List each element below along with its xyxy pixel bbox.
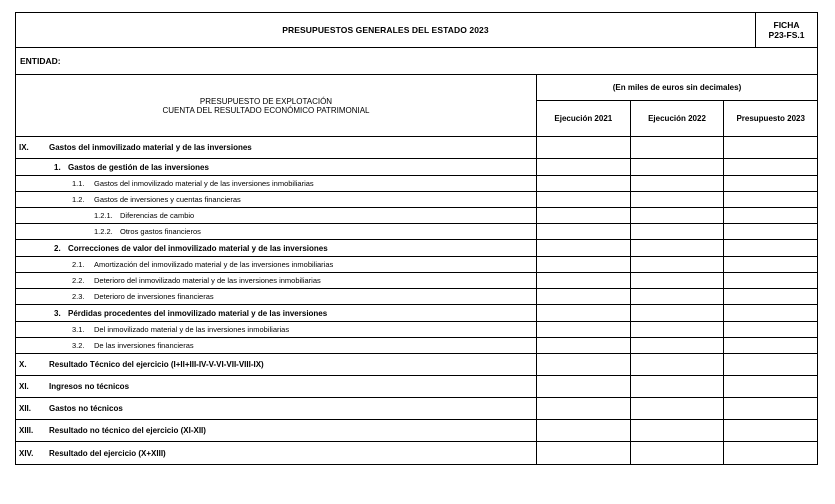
- row-label: Resultado Técnico del ejercicio (I+II+III-IV-V-VI-VII-VIII-IX): [49, 360, 264, 369]
- value-cell[interactable]: [630, 376, 724, 397]
- row-number: XII.: [19, 404, 32, 413]
- row-label: Correcciones de valor del inmovilizado material y de las inversiones: [68, 243, 328, 253]
- table-row: [16, 159, 817, 176]
- table-row: [16, 176, 817, 192]
- table-row: [16, 398, 817, 420]
- table-title: [16, 75, 537, 136]
- value-cell[interactable]: [630, 305, 724, 321]
- value-cell[interactable]: [723, 137, 817, 158]
- amount-columns-header: [537, 75, 817, 136]
- table-row: [16, 240, 817, 257]
- value-cell[interactable]: [537, 159, 630, 175]
- value-cell[interactable]: [723, 420, 817, 441]
- table-title-line2: CUENTA DEL RESULTADO ECONÓMICO PATRIMONIAL: [162, 105, 370, 115]
- value-cell[interactable]: [723, 208, 817, 223]
- column-header-ejecucion-2022: Ejecución 2022: [630, 101, 724, 136]
- row-label: Pérdidas procedentes del inmovilizado material y de las inversiones: [68, 308, 328, 318]
- table-row: [16, 442, 817, 464]
- table-row: [16, 338, 817, 354]
- budget-form: [15, 12, 818, 465]
- value-cell[interactable]: [537, 420, 630, 441]
- value-cell[interactable]: [537, 240, 630, 256]
- units-note: (En miles de euros sin decimales): [537, 75, 817, 101]
- value-cell[interactable]: [723, 289, 817, 304]
- value-cell[interactable]: [630, 159, 724, 175]
- row-number: 2.3.: [72, 292, 85, 301]
- value-cell[interactable]: [630, 338, 724, 353]
- value-cell[interactable]: [723, 322, 817, 337]
- value-cell[interactable]: [537, 224, 630, 239]
- column-headers: [537, 101, 817, 136]
- row-label: Diferencias de cambio: [120, 211, 195, 220]
- row-number: 3.2.: [72, 341, 85, 350]
- value-cell[interactable]: [537, 192, 630, 207]
- table-row: [16, 208, 817, 224]
- value-cell[interactable]: [630, 137, 724, 158]
- value-cell[interactable]: [630, 289, 724, 304]
- value-cell[interactable]: [723, 376, 817, 397]
- table-row: [16, 305, 817, 322]
- row-number: 1.2.1.: [94, 211, 113, 220]
- table-row: [16, 137, 817, 159]
- value-cell[interactable]: [537, 176, 630, 191]
- row-label: Gastos de gestión de las inversiones: [68, 162, 209, 172]
- row-number: 2.: [54, 243, 61, 253]
- row-label: Resultado del ejercicio (X+XIII): [49, 448, 166, 458]
- value-cell[interactable]: [537, 257, 630, 272]
- row-label: Gastos de inversiones y cuentas financieras: [94, 195, 241, 204]
- value-cell[interactable]: [723, 442, 817, 464]
- row-label: Gastos del inmovilizado material y de las inversiones inmobiliarias: [94, 179, 314, 188]
- value-cell[interactable]: [630, 224, 724, 239]
- value-cell[interactable]: [630, 398, 724, 419]
- table-row: [16, 192, 817, 208]
- value-cell[interactable]: [630, 176, 724, 191]
- table-header: [16, 75, 817, 137]
- entidad-field: [16, 48, 817, 75]
- row-number: 3.1.: [72, 325, 85, 334]
- table-row: [16, 273, 817, 289]
- value-cell[interactable]: [723, 224, 817, 239]
- row-number: XIII.: [19, 426, 34, 435]
- row-number: 1.2.: [72, 195, 85, 204]
- table-row: [16, 376, 817, 398]
- row-number: X.: [19, 360, 27, 369]
- value-cell[interactable]: [723, 305, 817, 321]
- value-cell[interactable]: [537, 338, 630, 353]
- column-header-ejecucion-2021: Ejecución 2021: [554, 114, 613, 123]
- table-body: [16, 137, 817, 464]
- column-header-presupuesto-2023: Presupuesto 2023: [723, 101, 817, 136]
- row-label: Amortización del inmovilizado material y de las inversiones inmobiliarias: [94, 260, 334, 269]
- row-label: Gastos del inmovilizado material y de las inversiones: [49, 143, 252, 152]
- value-cell[interactable]: [723, 192, 817, 207]
- value-cell[interactable]: [537, 273, 630, 288]
- row-number: 3.: [54, 308, 61, 318]
- value-cell[interactable]: [537, 442, 630, 464]
- value-cell[interactable]: [537, 305, 630, 321]
- value-cell[interactable]: [630, 442, 724, 464]
- value-cell[interactable]: [723, 159, 817, 175]
- form-title: PRESUPUESTOS GENERALES DEL ESTADO 2023: [282, 25, 489, 35]
- value-cell[interactable]: [723, 240, 817, 256]
- value-cell[interactable]: [537, 354, 630, 375]
- entidad-label: ENTIDAD:: [20, 56, 61, 66]
- row-number: 2.2.: [72, 276, 85, 285]
- value-cell[interactable]: [537, 137, 630, 158]
- row-label: Deterioro del inmovilizado material y de las inversiones inmobiliarias: [94, 276, 321, 285]
- table-title-line1: PRESUPUESTO DE EXPLOTACIÓN: [199, 96, 333, 106]
- value-cell[interactable]: [537, 208, 630, 223]
- row-number: XI.: [19, 382, 29, 391]
- value-cell[interactable]: [630, 354, 724, 375]
- row-label: Del inmovilizado material y de las inversiones inmobiliarias: [94, 325, 290, 334]
- value-cell[interactable]: [630, 273, 724, 288]
- value-cell[interactable]: [537, 398, 630, 419]
- value-cell[interactable]: [723, 354, 817, 375]
- value-cell[interactable]: [723, 338, 817, 353]
- value-cell[interactable]: [630, 257, 724, 272]
- value-cell[interactable]: [723, 273, 817, 288]
- value-cell[interactable]: [630, 420, 724, 441]
- table-row: [16, 224, 817, 240]
- row-number: 1.2.2.: [94, 227, 113, 236]
- table-row: [16, 289, 817, 305]
- row-number: 1.: [54, 162, 61, 172]
- row-number: 1.1.: [72, 179, 85, 188]
- table-row: [16, 322, 817, 338]
- value-cell[interactable]: [630, 240, 724, 256]
- value-cell[interactable]: [723, 176, 817, 191]
- row-label: Deterioro de inversiones financieras: [94, 292, 214, 301]
- value-cell[interactable]: [723, 257, 817, 272]
- value-cell[interactable]: [630, 192, 724, 207]
- table-row: [16, 257, 817, 273]
- form-header: [16, 13, 817, 48]
- value-cell[interactable]: [630, 208, 724, 223]
- row-label: Gastos no técnicos: [49, 404, 123, 413]
- ficha-code: P23-FS.1: [768, 30, 805, 40]
- row-label: De las inversiones financieras: [94, 341, 194, 350]
- table-row: [16, 420, 817, 442]
- value-cell[interactable]: [723, 398, 817, 419]
- value-cell[interactable]: [537, 289, 630, 304]
- ficha-code-box: [755, 13, 817, 47]
- row-label: Otros gastos financieros: [120, 227, 201, 236]
- value-cell[interactable]: [630, 322, 724, 337]
- row-number: XIV.: [19, 448, 34, 458]
- ficha-label: FICHA: [773, 20, 800, 30]
- row-label: Resultado no técnico del ejercicio (XI-XII): [49, 426, 206, 435]
- row-number: IX.: [19, 143, 29, 152]
- value-cell[interactable]: [537, 376, 630, 397]
- value-cell[interactable]: [537, 322, 630, 337]
- row-label: Ingresos no técnicos: [49, 382, 130, 391]
- row-number: 2.1.: [72, 260, 85, 269]
- table-row: [16, 354, 817, 376]
